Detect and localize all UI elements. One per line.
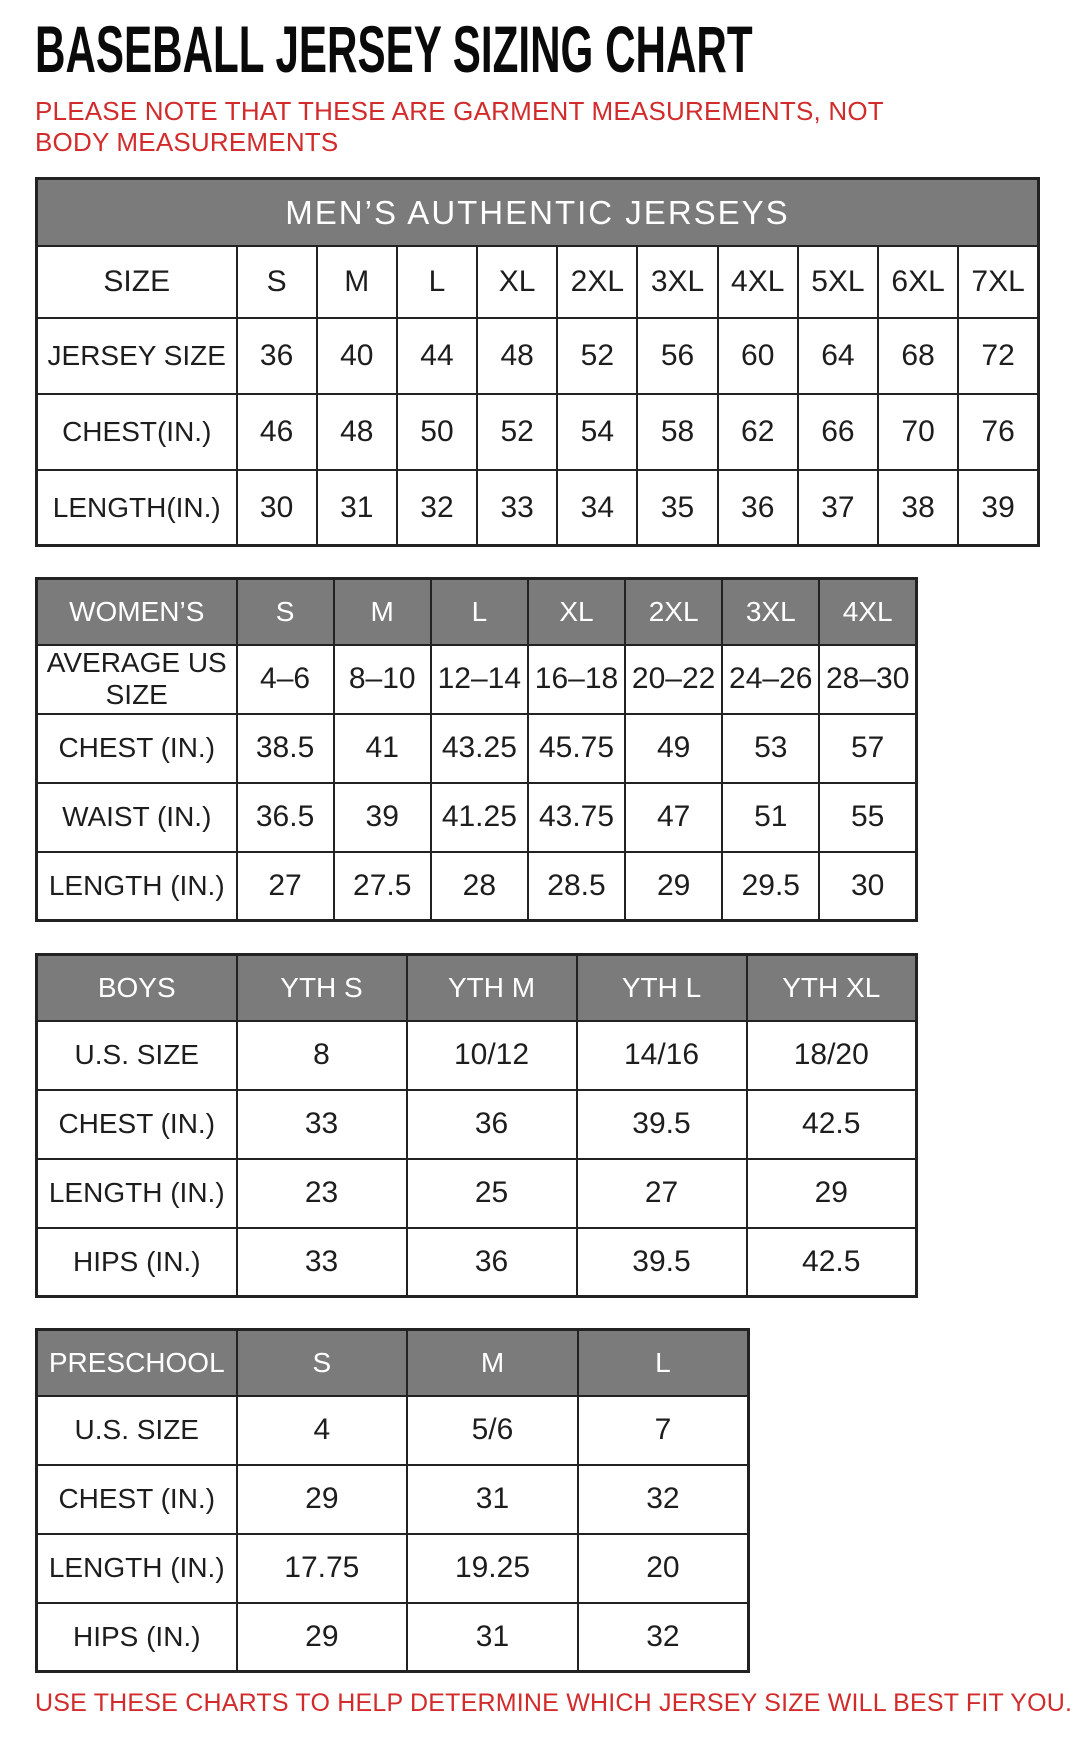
table-cell: 30 [237,470,317,546]
table-cell: 66 [798,394,878,470]
table-row [37,714,917,783]
table-cell: 24–26 [722,645,819,714]
table-cell: 27.5 [334,852,431,921]
column-header: 3XL [637,246,717,318]
table-cell: 5/6 [407,1396,578,1465]
table-cell: 4 [237,1396,408,1465]
table-cell: 36 [407,1090,577,1159]
column-header: 4XL [819,579,916,645]
row-label: U.S. SIZE [37,1021,237,1090]
table-row [37,1603,749,1672]
table-banner-title: MEN’S AUTHENTIC JERSEYS [37,179,1039,246]
table-row [37,394,1039,470]
corner-label: BOYS [37,955,237,1021]
table-row [37,470,1039,546]
table-banner-row [37,179,1039,246]
garment-measurements-note: PLEASE NOTE THAT THESE ARE GARMENT MEASUREMENTS, NOT BODY MEASUREMENTS [35,96,884,157]
table-cell: 33 [477,470,557,546]
table-row [37,645,917,714]
table-cell: 36 [237,318,317,394]
table-cell: 57 [819,714,916,783]
table-cell: 36.5 [237,783,334,852]
table-cell: 19.25 [407,1534,578,1603]
column-header: YTH XL [747,955,917,1021]
table-cell: 76 [958,394,1038,470]
row-label: LENGTH (IN.) [37,1534,237,1603]
table-cell: 68 [878,318,958,394]
table-cell: 31 [407,1603,578,1672]
table-cell: 38 [878,470,958,546]
column-header-row [37,246,1039,318]
table-cell: 29 [237,1603,408,1672]
column-header: M [317,246,397,318]
table-cell: 14/16 [577,1021,747,1090]
column-header: 6XL [878,246,958,318]
table-cell: 45.75 [528,714,625,783]
table-cell: 42.5 [747,1228,917,1297]
table-cell: 4–6 [237,645,334,714]
column-header: YTH M [407,955,577,1021]
table-cell: 39.5 [577,1228,747,1297]
table-cell: 7 [578,1396,749,1465]
table-cell: 34 [557,470,637,546]
table-row [37,1465,749,1534]
table-cell: 8 [237,1021,407,1090]
mens-sizing-table [35,177,1040,547]
table-cell: 27 [237,852,334,921]
table-cell: 25 [407,1159,577,1228]
table-cell: 39.5 [577,1090,747,1159]
table-cell: 44 [397,318,477,394]
table-cell: 33 [237,1228,407,1297]
preschool-sizing-table [35,1328,750,1673]
table-cell: 31 [317,470,397,546]
table-cell: 64 [798,318,878,394]
table-cell: 41 [334,714,431,783]
table-cell: 49 [625,714,722,783]
table-cell: 12–14 [431,645,528,714]
row-label: LENGTH(IN.) [37,470,237,546]
column-header: S [237,1330,408,1396]
table-cell: 28–30 [819,645,916,714]
column-header-row [37,955,917,1021]
row-label: HIPS (IN.) [37,1603,237,1672]
column-header: L [431,579,528,645]
table-cell: 55 [819,783,916,852]
corner-label: SIZE [37,246,237,318]
table-cell: 20 [578,1534,749,1603]
table-cell: 52 [557,318,637,394]
table-cell: 54 [557,394,637,470]
table-row [37,783,917,852]
table-cell: 8–10 [334,645,431,714]
table-cell: 38.5 [237,714,334,783]
row-label: AVERAGE US SIZE [37,645,237,714]
column-header-row [37,1330,749,1396]
table-cell: 50 [397,394,477,470]
table-cell: 53 [722,714,819,783]
table-cell: 32 [397,470,477,546]
corner-label: PRESCHOOL [37,1330,237,1396]
column-header: M [407,1330,578,1396]
table-cell: 46 [237,394,317,470]
table-cell: 36 [407,1228,577,1297]
table-cell: 37 [798,470,878,546]
table-cell: 33 [237,1090,407,1159]
page-title: BASEBALL JERSEY SIZING CHART [35,13,753,88]
womens-sizing-table [35,577,918,922]
table-row [37,1228,917,1297]
table-cell: 62 [718,394,798,470]
row-label: HIPS (IN.) [37,1228,237,1297]
column-header: S [237,579,334,645]
column-header: YTH S [237,955,407,1021]
column-header: S [237,246,317,318]
row-label: U.S. SIZE [37,1396,237,1465]
table-cell: 23 [237,1159,407,1228]
table-row [37,318,1039,394]
column-header: 2XL [625,579,722,645]
table-cell: 36 [718,470,798,546]
table-row [37,1396,749,1465]
table-cell: 35 [637,470,717,546]
table-cell: 41.25 [431,783,528,852]
column-header: 2XL [557,246,637,318]
table-cell: 18/20 [747,1021,917,1090]
table-cell: 70 [878,394,958,470]
column-header: L [397,246,477,318]
table-row [37,1090,917,1159]
row-label: CHEST (IN.) [37,1090,237,1159]
row-label: LENGTH (IN.) [37,1159,237,1228]
row-label: JERSEY SIZE [37,318,237,394]
table-cell: 31 [407,1465,578,1534]
column-header: 3XL [722,579,819,645]
column-header: L [578,1330,749,1396]
row-label: WAIST (IN.) [37,783,237,852]
table-cell: 29 [237,1465,408,1534]
table-cell: 60 [718,318,798,394]
column-header: 7XL [958,246,1038,318]
table-row [37,1021,917,1090]
table-cell: 43.25 [431,714,528,783]
table-cell: 52 [477,394,557,470]
table-cell: 30 [819,852,916,921]
table-row [37,1159,917,1228]
row-label: CHEST (IN.) [37,714,237,783]
row-label: CHEST(IN.) [37,394,237,470]
table-cell: 72 [958,318,1038,394]
column-header: YTH L [577,955,747,1021]
table-cell: 42.5 [747,1090,917,1159]
table-cell: 29 [747,1159,917,1228]
column-header: M [334,579,431,645]
table-cell: 29 [625,852,722,921]
table-cell: 20–22 [625,645,722,714]
table-cell: 48 [317,394,397,470]
table-cell: 43.75 [528,783,625,852]
column-header: XL [528,579,625,645]
row-label: CHEST (IN.) [37,1465,237,1534]
table-cell: 10/12 [407,1021,577,1090]
table-cell: 48 [477,318,557,394]
table-cell: 28.5 [528,852,625,921]
table-cell: 51 [722,783,819,852]
column-header: 4XL [718,246,798,318]
table-cell: 27 [577,1159,747,1228]
corner-label: WOMEN’S [37,579,237,645]
table-cell: 29.5 [722,852,819,921]
table-cell: 39 [334,783,431,852]
row-label: LENGTH (IN.) [37,852,237,921]
table-row [37,852,917,921]
table-cell: 32 [578,1603,749,1672]
table-cell: 56 [637,318,717,394]
column-header: 5XL [798,246,878,318]
fit-advice-footer: USE THESE CHARTS TO HELP DETERMINE WHICH JERSEY SIZE WILL BEST FIT YOU. [35,1689,1073,1718]
table-cell: 28 [431,852,528,921]
boys-sizing-table [35,953,918,1298]
table-cell: 17.75 [237,1534,408,1603]
table-cell: 58 [637,394,717,470]
table-cell: 32 [578,1465,749,1534]
table-row [37,1534,749,1603]
table-cell: 16–18 [528,645,625,714]
column-header-row [37,579,917,645]
table-cell: 39 [958,470,1038,546]
table-cell: 47 [625,783,722,852]
column-header: XL [477,246,557,318]
table-cell: 40 [317,318,397,394]
